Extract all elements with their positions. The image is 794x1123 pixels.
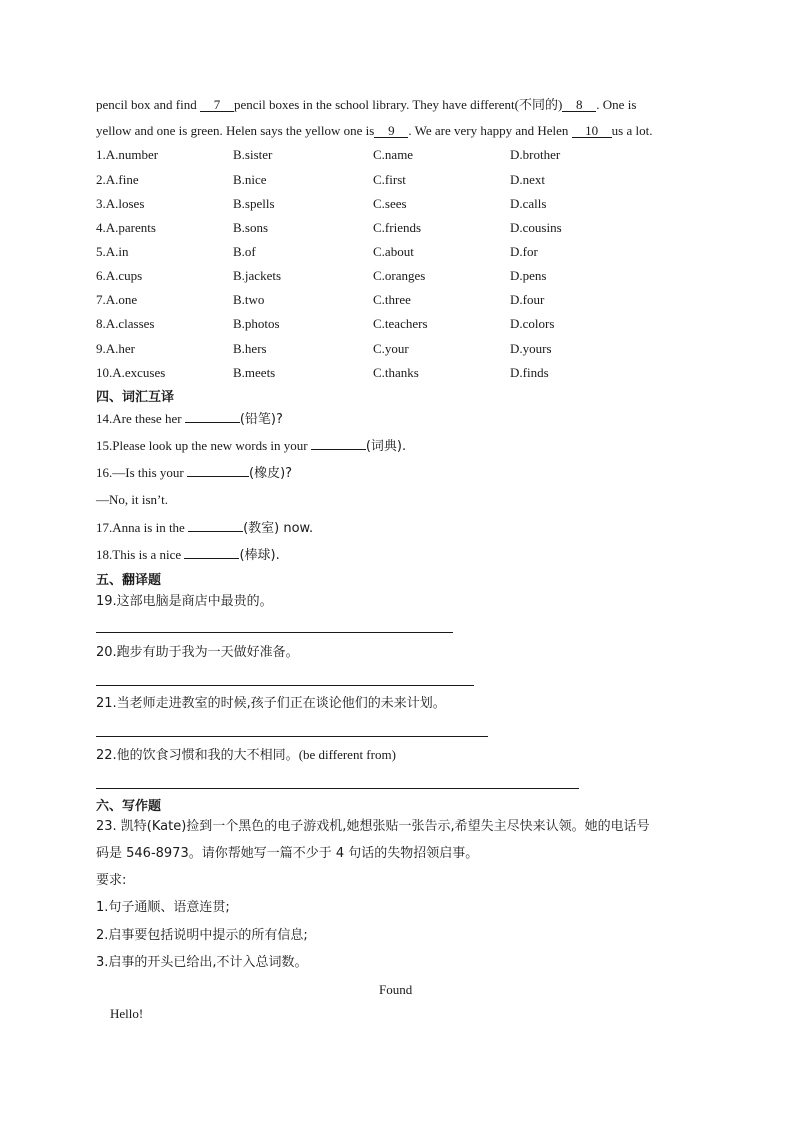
blank-8: 8	[562, 98, 596, 112]
option-d: D.pens	[510, 268, 547, 283]
option-a: 5.A.in	[96, 244, 129, 259]
question-23-line-2: 码是 546-8973。请你帮她写一篇不少于 4 句话的失物招领启事。	[96, 846, 479, 861]
option-b: B.photos	[233, 316, 280, 331]
option-c: C.three	[373, 292, 411, 307]
blank-9: 9	[374, 124, 408, 138]
option-c: C.oranges	[373, 268, 426, 283]
question-20: 20.跑步有助于我为一天做好准备。	[96, 645, 299, 660]
answer-line-19[interactable]	[96, 632, 453, 633]
option-a: 10.A.excuses	[96, 365, 166, 380]
answer-blank[interactable]	[188, 519, 243, 532]
question-15	[96, 437, 406, 455]
option-d: D.calls	[510, 196, 547, 211]
section-5-heading: 五、翻译题	[96, 573, 162, 588]
answer-line-22[interactable]	[96, 788, 579, 789]
passage-line-1	[96, 97, 636, 114]
question-23-line-1: 23. 凯特(Kate)捡到一个黑色的电子游戏机,她想张贴一张告示,希望失主尽快来认领。她的电话号	[96, 819, 650, 834]
question-hint: (教室) now.	[243, 521, 314, 536]
question-16	[96, 464, 292, 482]
option-c: C.name	[373, 147, 414, 162]
requirements-label: 要求:	[96, 873, 127, 888]
option-b: B.sister	[233, 147, 273, 162]
passage-text-cn: 不同的	[518, 98, 558, 113]
option-d: D.colors	[510, 316, 555, 331]
question-text: 17.Anna is in the	[96, 520, 185, 535]
answer-line-21[interactable]	[96, 736, 488, 737]
question-text: 15.Please look up the new words in your	[96, 438, 308, 453]
option-b: B.sons	[233, 220, 269, 235]
option-d: D.next	[510, 172, 546, 187]
question-16-reply: —No, it isn’t.	[96, 492, 168, 507]
section-6-heading: 六、写作题	[96, 799, 162, 814]
notice-title: Found	[379, 982, 413, 997]
requirement-2: 2.启事要包括说明中提示的所有信息;	[96, 928, 308, 943]
question-text: 22.他的饮食习惯和我的大不相同。	[96, 748, 299, 763]
answer-blank[interactable]	[311, 437, 366, 450]
question-22	[96, 747, 396, 764]
option-c: C.thanks	[373, 365, 419, 380]
passage-text: . One is	[596, 97, 637, 112]
blank-7: 7	[200, 98, 234, 112]
question-text: 18.This is a nice	[96, 547, 182, 562]
question-hint: (词典).	[365, 439, 407, 454]
blank-10: 10	[572, 124, 612, 138]
option-d: D.finds	[510, 365, 549, 380]
option-c: C.friends	[373, 220, 422, 235]
option-b: B.two	[233, 292, 265, 307]
answer-blank[interactable]	[184, 546, 239, 559]
option-d: D.for	[510, 244, 538, 259]
question-hint: (be different from)	[298, 747, 396, 762]
question-21: 21.当老师走进教室的时候,孩子们正在谈论他们的未来计划。	[96, 696, 446, 711]
passage-text: )	[557, 97, 563, 112]
passage-line-2	[96, 123, 652, 139]
option-b: B.nice	[233, 172, 267, 187]
passage-text: yellow and one is green. Helen says the yellow one is	[96, 123, 375, 138]
option-b: B.of	[233, 244, 256, 259]
requirement-3: 3.启事的开头已给出,不计入总词数。	[96, 955, 308, 970]
passage-text: pencil box and find	[96, 97, 197, 112]
option-d: D.brother	[510, 147, 561, 162]
option-c: C.teachers	[373, 316, 428, 331]
option-b: B.spells	[233, 196, 275, 211]
requirement-1: 1.句子通顺、语意连贯;	[96, 900, 230, 915]
option-a: 8.A.classes	[96, 316, 155, 331]
answer-line-20[interactable]	[96, 685, 474, 686]
question-19: 19.这部电脑是商店中最贵的。	[96, 594, 273, 609]
option-a: 9.A.her	[96, 341, 135, 356]
section-4-heading: 四、词汇互译	[96, 390, 175, 405]
notice-greeting: Hello!	[110, 1006, 144, 1021]
option-a: 7.A.one	[96, 292, 138, 307]
passage-text: pencil boxes in the school library. They have different(	[233, 97, 519, 112]
option-d: D.four	[510, 292, 545, 307]
option-c: C.first	[373, 172, 406, 187]
question-hint: (棒球).	[239, 548, 280, 563]
question-14	[96, 410, 283, 428]
option-a: 3.A.loses	[96, 196, 145, 211]
option-a: 6.A.cups	[96, 268, 143, 283]
question-18	[96, 546, 280, 564]
question-hint: (橡皮)?	[249, 466, 293, 481]
option-d: D.yours	[510, 341, 552, 356]
answer-blank[interactable]	[187, 464, 249, 477]
option-c: C.your	[373, 341, 409, 356]
option-b: B.meets	[233, 365, 276, 380]
option-d: D.cousins	[510, 220, 562, 235]
option-c: C.sees	[373, 196, 407, 211]
passage-text: us a lot.	[611, 123, 653, 138]
option-b: B.hers	[233, 341, 267, 356]
question-text: 14.Are these her	[96, 411, 182, 426]
passage-text: . We are very happy and Helen	[408, 123, 569, 138]
question-hint: (铅笔)?	[239, 412, 283, 427]
option-a: 2.A.fine	[96, 172, 139, 187]
answer-blank[interactable]	[185, 410, 240, 423]
question-17	[96, 519, 313, 537]
option-a: 1.A.number	[96, 147, 159, 162]
question-text: 16.—Is this your	[96, 465, 184, 480]
option-b: B.jackets	[233, 268, 282, 283]
option-c: C.about	[373, 244, 414, 259]
option-a: 4.A.parents	[96, 220, 156, 235]
